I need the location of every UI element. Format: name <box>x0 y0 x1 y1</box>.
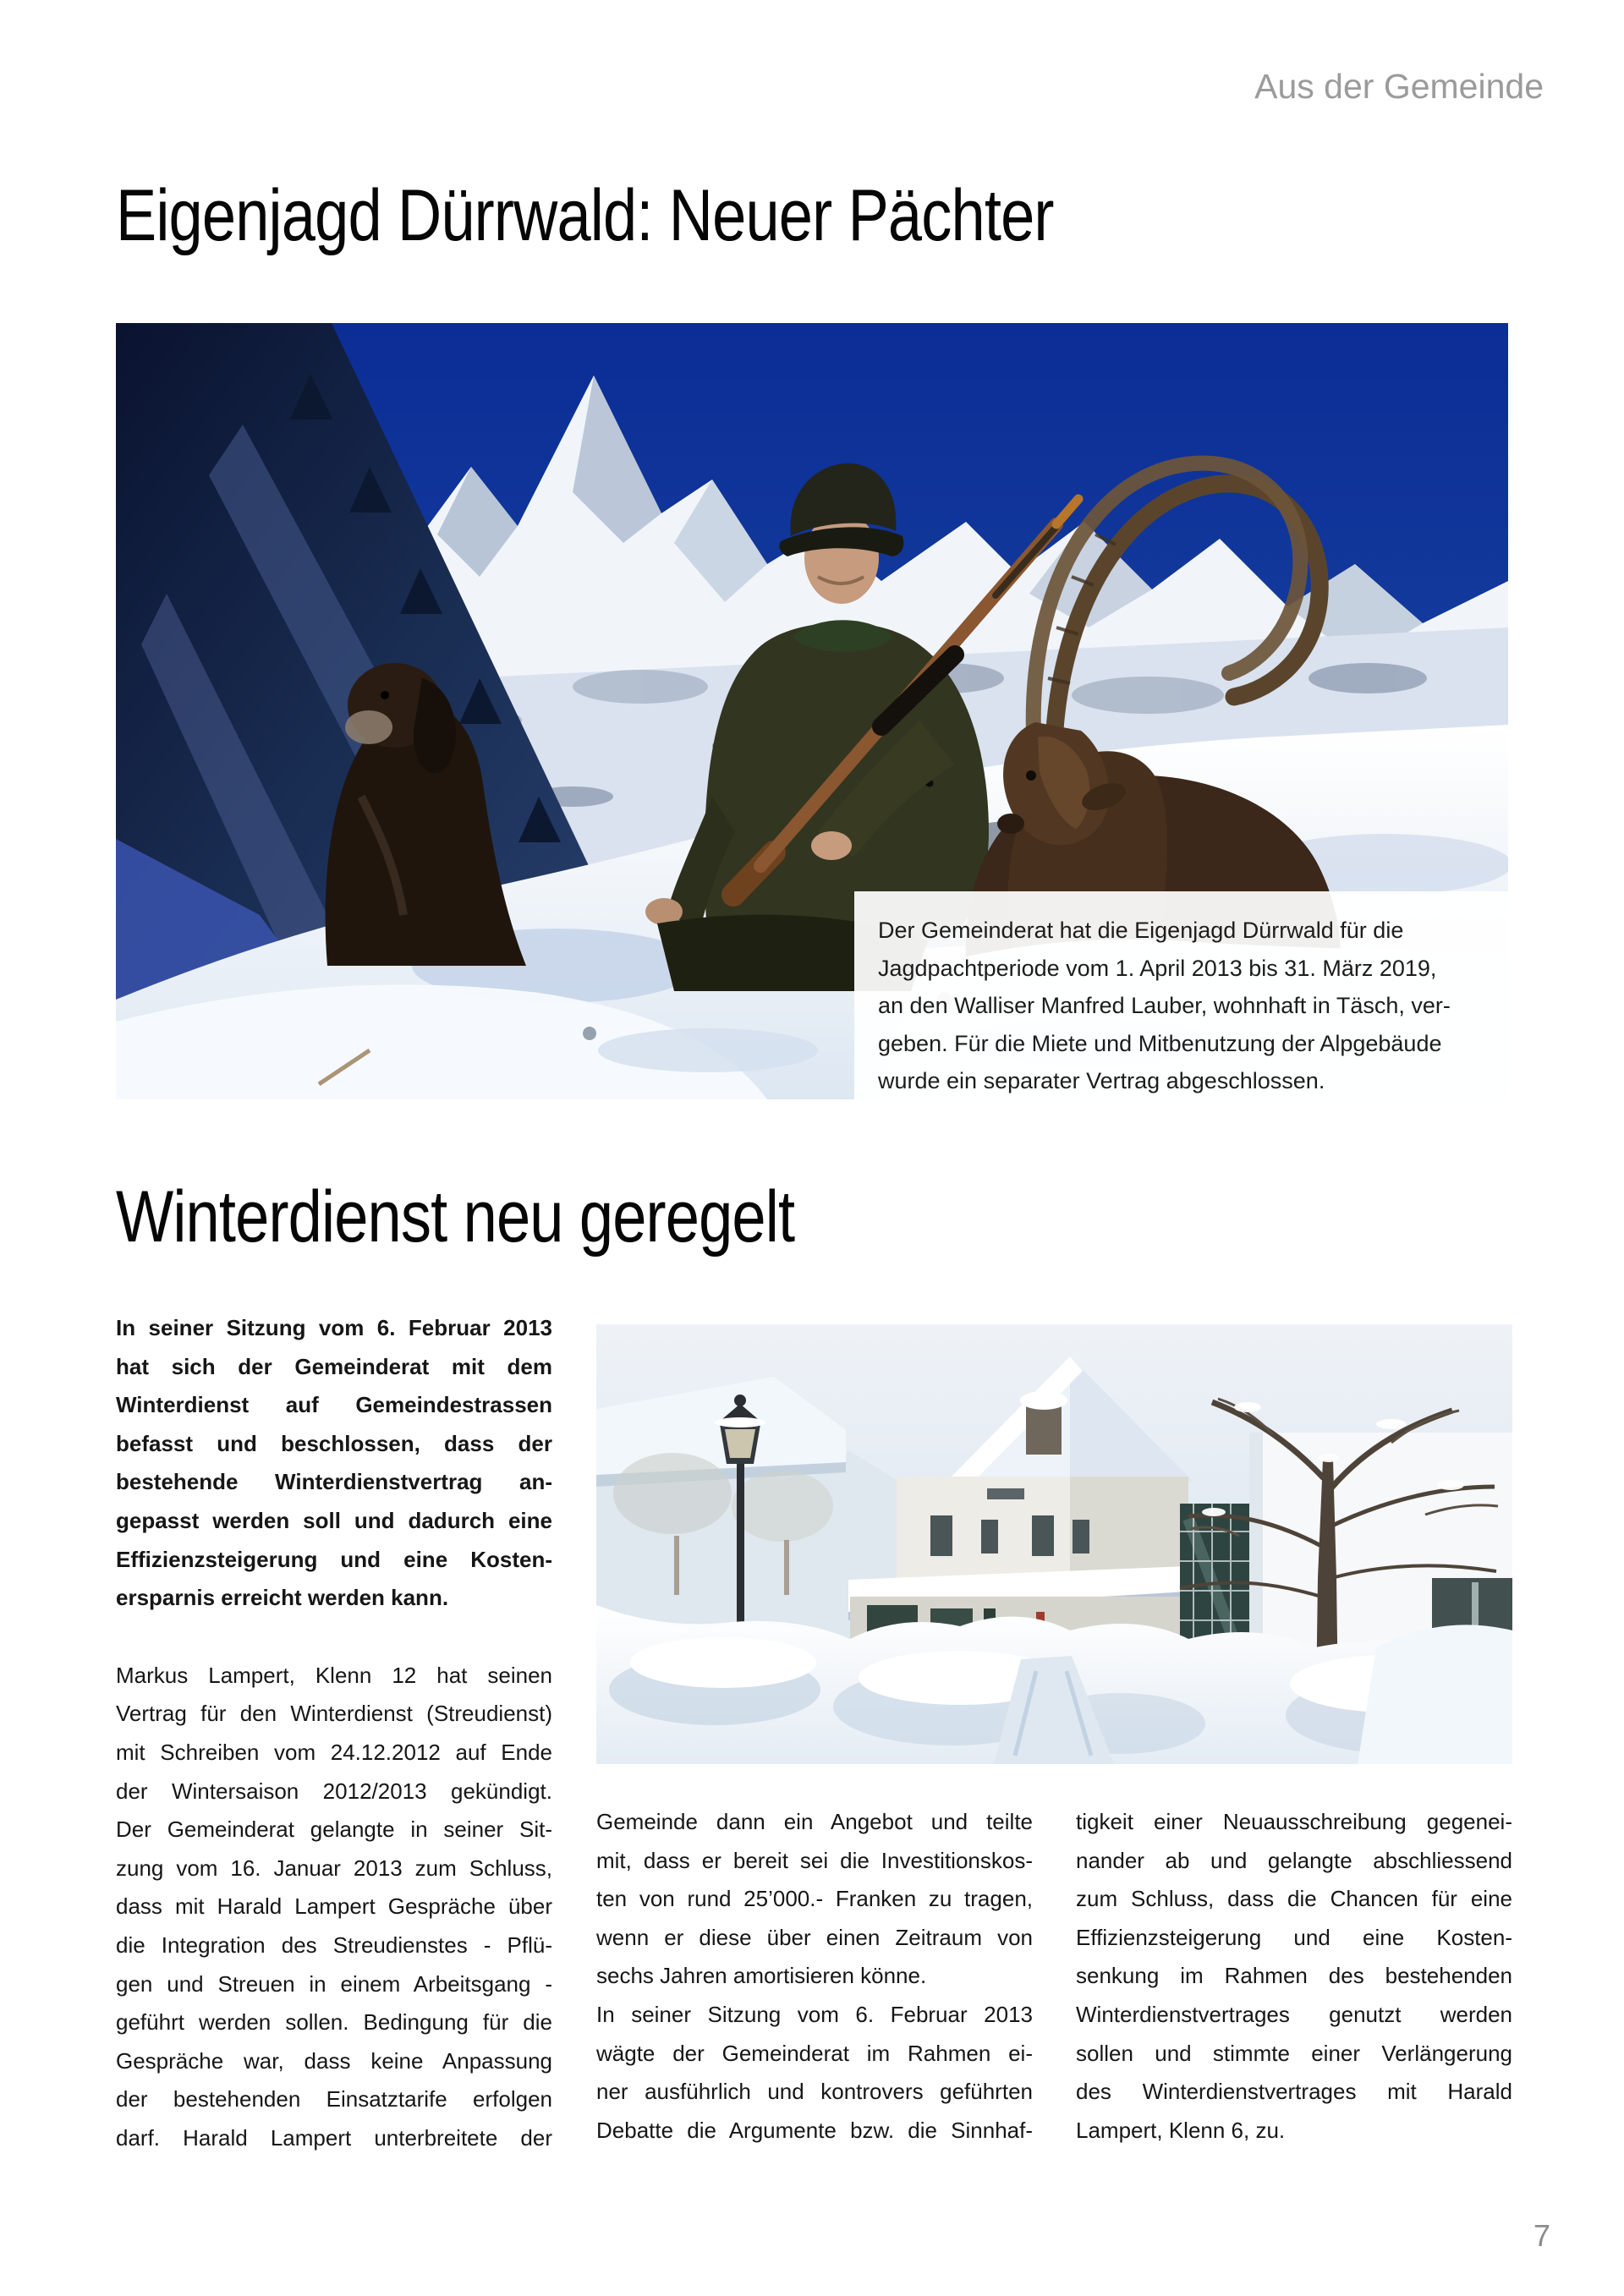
text-line: tigkeit einer Neuausschreibung gegenei- <box>1076 1809 1512 1834</box>
text-line: Vertrag für den Winterdienst (Streudienst) <box>116 1701 552 1727</box>
text-line: sechs Jahren amortisieren könne. <box>596 1963 927 1989</box>
text-line: Effizienzsteigerung und eine Kosten- <box>1076 1924 1512 1950</box>
text-line: darf. Harald Lampert unterbreitete der <box>116 2124 552 2151</box>
text-line: der bestehenden Einsatztarife erfolgen <box>116 2086 552 2112</box>
text-line: Gemeinde dann ein Angebot und teilte <box>596 1809 1033 1834</box>
text-line: wurde ein separater Vertrag abgeschlossen. <box>878 1068 1325 1093</box>
section-header: Aus der Gemeinde <box>1254 67 1544 106</box>
text-line: ersparnis erreicht werden kann. <box>116 1585 449 1611</box>
text-line: gepasst werden soll und dadurch eine <box>116 1507 552 1533</box>
text-line: zung vom 16. Januar 2013 zum Schluss, <box>116 1855 552 1881</box>
text-line: gen und Streuen in einem Arbeitsgang - <box>116 1970 552 1997</box>
text-line: der Wintersaison 2012/2013 gekündigt. <box>116 1778 552 1804</box>
text-line: bestehende Winterdienstvertrag an- <box>116 1469 552 1495</box>
text-line: Debatte die Argumente bzw. die Sinnhaf- <box>596 2117 1033 2143</box>
text-line: an den Walliser Manfred Lauber, wohnhaft in Täsch, ver- <box>878 993 1451 1018</box>
text-line: mit, dass er bereit sei die Investitionskos- <box>596 1847 1033 1873</box>
text-line: geführt werden sollen. Bedingung für die <box>116 2009 552 2036</box>
text-line: Markus Lampert, Klenn 12 hat seinen <box>116 1662 552 1688</box>
text-line: nander ab und gelangte abschliessend <box>1076 1847 1512 1873</box>
winter-article-column-1 <box>116 1309 552 2157</box>
paragraph <box>596 1996 1033 2150</box>
text-line: befasst und beschlossen, dass der <box>116 1430 552 1456</box>
text-line: senkung im Rahmen des bestehenden <box>1076 1963 1512 1989</box>
text-line: In seiner Sitzung vom 6. Februar 2013 <box>596 2001 1033 2027</box>
text-line: Gespräche war, dass keine Anpassung <box>116 2047 552 2074</box>
text-line: ten von rund 25’000.- Franken zu tragen, <box>596 1886 1033 1912</box>
text-line: Der Gemeinderat gelangte in seiner Sit- <box>116 1817 552 1843</box>
text-line: dass mit Harald Lampert Gespräche über <box>116 1893 552 1920</box>
text-line: mit Schreiben vom 24.12.2012 auf Ende <box>116 1739 552 1765</box>
photo-caption <box>854 891 1512 1099</box>
winter-street-illustration <box>596 1324 1512 1764</box>
text-line: wägte der Gemeinderat im Rahmen ei- <box>596 2040 1033 2066</box>
winter-article-column-3 <box>1076 1803 1512 2150</box>
text-line: Jagdpachtperiode vom 1. April 2013 bis 31. März 2019, <box>878 955 1437 981</box>
text-line: Lampert, Klenn 6, zu. <box>1076 2117 1286 2143</box>
text-line: sollen und stimmte einer Verlängerung <box>1076 2040 1512 2066</box>
paragraph <box>1076 1803 1512 2150</box>
page-number: 7 <box>1533 2218 1550 2253</box>
text-line: hat sich der Gemeinderat mit dem <box>116 1353 552 1379</box>
text-line: Winterdienst auf Gemeindestrassen <box>116 1392 552 1418</box>
winter-street-photo <box>596 1324 1512 1764</box>
text-line: die Integration des Streudienstes - Pflü- <box>116 1932 552 1958</box>
winter-article-column-2 <box>596 1803 1033 2150</box>
text-line: zum Schluss, dass die Chancen für eine <box>1076 1886 1512 1912</box>
text-line: geben. Für die Miete und Mitbenutzung der Alpgebäude <box>878 1030 1442 1056</box>
paragraph <box>116 1657 552 2158</box>
paragraph <box>596 1803 1033 1996</box>
paragraph <box>878 912 1489 1100</box>
text-line: ner ausführlich und kontrovers geführten <box>596 2079 1033 2105</box>
text-line: des Winterdienstvertrages mit Harald <box>1076 2079 1512 2105</box>
paragraph <box>116 1309 552 1618</box>
text-line: Winterdienstvertrages genutzt werden <box>1076 2001 1512 2027</box>
article-title-winter: Winterdienst neu geregelt <box>116 1176 795 1258</box>
article-title-hunting: Eigenjagd Dürrwald: Neuer Pächter <box>116 175 1054 256</box>
text-line: Effizienzsteigerung und eine Kosten- <box>116 1546 552 1572</box>
text-line: In seiner Sitzung vom 6. Februar 2013 <box>116 1315 552 1340</box>
text-line: Der Gemeinderat hat die Eigenjagd Dürrwald für die <box>878 918 1404 943</box>
text-line: wenn er diese über einen Zeitraum von <box>596 1924 1033 1950</box>
